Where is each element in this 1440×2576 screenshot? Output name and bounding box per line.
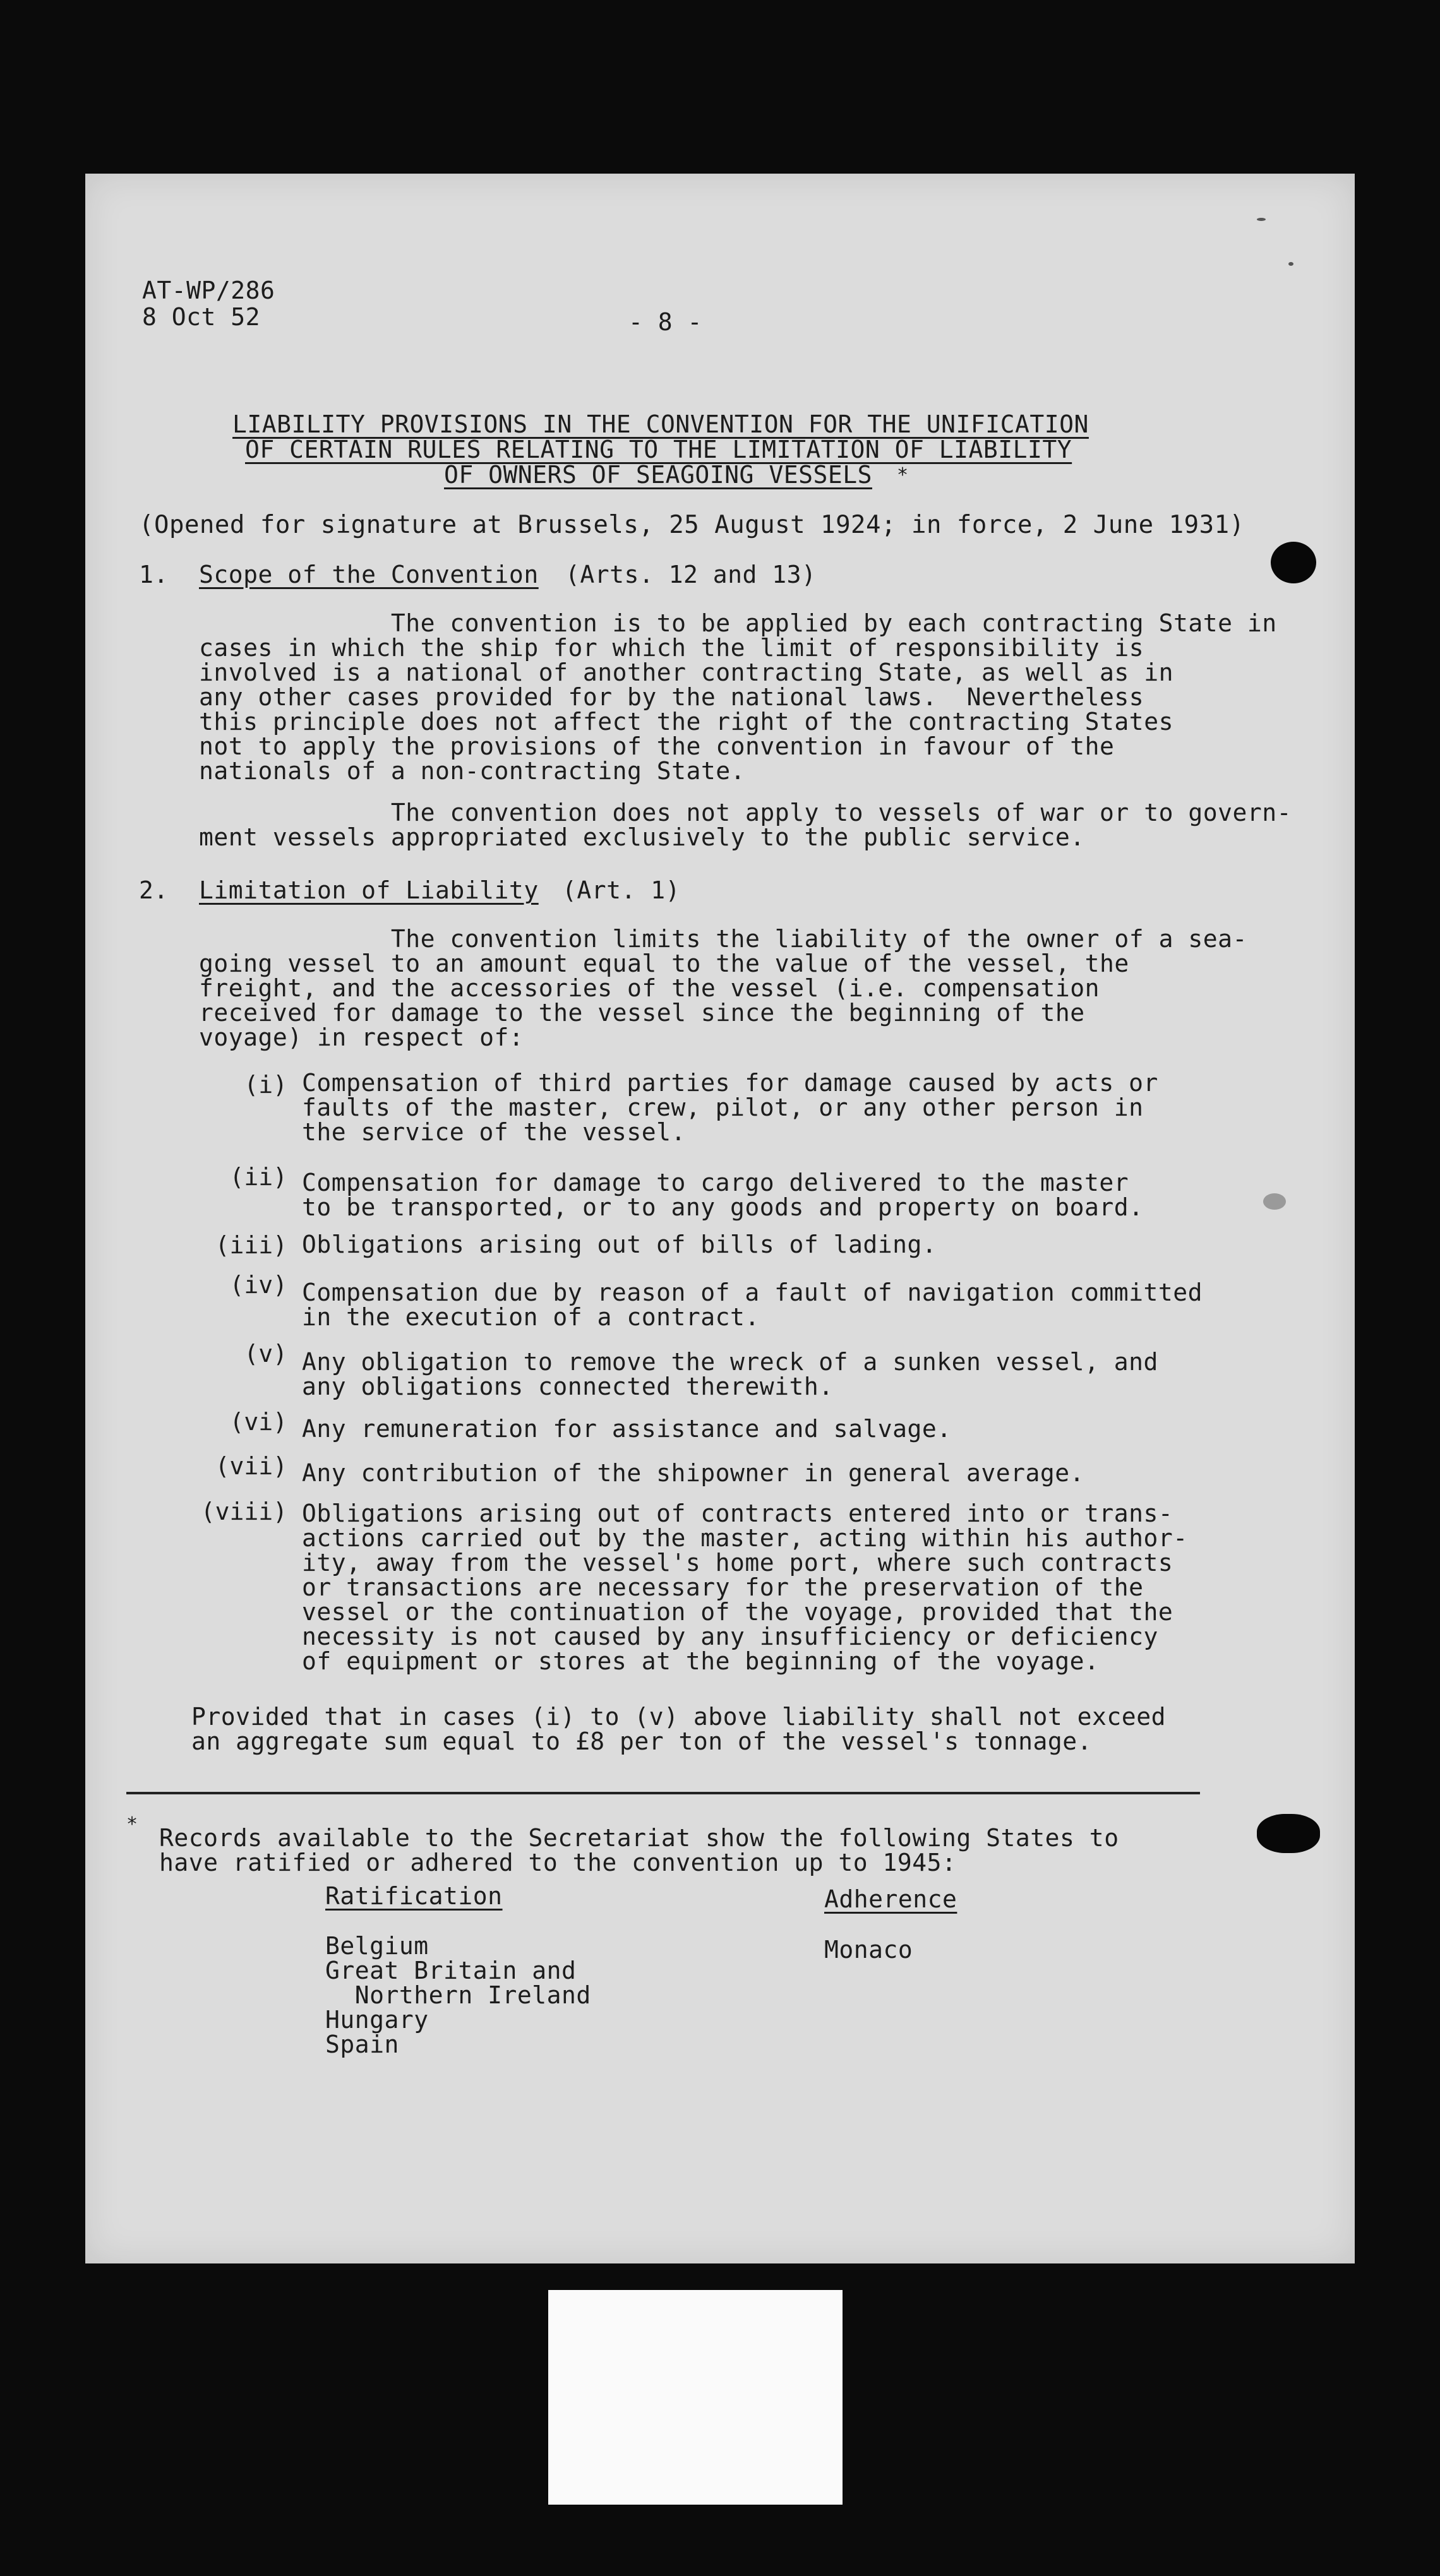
proviso: Provided that in cases (i) to (v) above liability shall not exceed an aggregate sum equal to £8 per ton of the vessel's tonnage. [191, 1703, 1166, 1755]
item-number: (vi) [229, 1408, 287, 1436]
ratification-state: Northern Ireland [325, 1981, 591, 2009]
item-number: (i) [244, 1071, 287, 1099]
opened-note: (Opened for signature at Brussels, 25 August 1924; in force, 2 June 1931) [139, 511, 1245, 539]
speck [1288, 262, 1293, 266]
item-text: Any obligation to remove the wreck of a sunken vessel, and any obligations connected therewith. [302, 1348, 1158, 1400]
ratification-state: Belgium [325, 1932, 429, 1960]
item-text: Compensation due by reason of a fault of navigation committed in the execution of a contract. [302, 1279, 1203, 1331]
document-date: 8 Oct 52 [142, 303, 261, 331]
speck [1263, 1193, 1286, 1210]
ink-blot [1271, 542, 1316, 583]
item-text: Any remuneration for assistance and salvage. [302, 1415, 952, 1443]
blank-slip [548, 2290, 843, 2505]
item-text: Compensation of third parties for damage caused by acts or faults of the master, crew, pilot, or any other person in the service of the vessel. [302, 1069, 1158, 1146]
section-2-heading: Limitation of Liability [199, 876, 539, 904]
section-2-number: 2. [139, 876, 169, 904]
item-text: Obligations arising out of contracts entered into or trans- actions carried out by the master, acting within his author- ity, away from the vessel's home port, where such contracts or transactions are necessary for the preservation of the vessel or the continuation of the voyage, provided that the necessity is not caused by any insufficiency or deficiency of equipment or stores at the beginning of the voyage. [302, 1500, 1188, 1675]
speck [1257, 218, 1266, 221]
adherence-state: Monaco [824, 1936, 913, 1964]
section-1-heading: Scope of the Convention [199, 561, 539, 588]
ratification-heading: Ratification [325, 1882, 503, 1910]
item-number: (viii) [200, 1498, 287, 1525]
section-2-paragraph-1: The convention limits the liability of the owner of a sea- going vessel to an amount equal to the value of the vessel, the freight, and the accessories of the vessel (i.e. compensation received for damage to the vessel since the beginning of the voyage) in respect of: [199, 925, 1247, 1051]
section-2-ref: (Art. 1) [562, 876, 681, 904]
section-1-ref: (Arts. 12 and 13) [565, 561, 817, 588]
footnote-divider [126, 1792, 1200, 1794]
item-text: Compensation for damage to cargo delivered to the master to be transported, or to any goods and property on board. [302, 1169, 1144, 1221]
footnote-marker: * [897, 464, 909, 486]
ratification-state: Great Britain and [325, 1957, 577, 1984]
adherence-heading: Adherence [824, 1885, 957, 1913]
section-1-paragraph-1: The convention is to be applied by each contracting State in cases in which the ship for which the limit of responsibility is involved is a national of another contracting State, as well as in any other cases provided for by the national laws. Nevertheless this principle does not affect the right of the contracting States not to apply the provisions of the convention in favour of the nationals of a non-contracting State. [199, 609, 1277, 785]
item-number: (iii) [215, 1231, 287, 1259]
title-line-1: LIABILITY PROVISIONS IN THE CONVENTION FOR THE UNIFICATION [232, 410, 1089, 438]
item-text: Any contribution of the shipowner in general average. [302, 1459, 1085, 1487]
ratification-state: Spain [325, 2030, 399, 2058]
item-number: (ii) [229, 1163, 287, 1191]
section-1-number: 1. [139, 561, 169, 588]
item-number: (iv) [229, 1271, 287, 1299]
ratification-state: Hungary [325, 2006, 429, 2034]
ink-blot [1257, 1814, 1320, 1853]
page-number: - 8 - [628, 308, 702, 336]
item-number: (vii) [215, 1452, 287, 1480]
item-text: Obligations arising out of bills of lading. [302, 1231, 937, 1258]
item-number: (v) [244, 1340, 287, 1368]
section-1-paragraph-2: The convention does not apply to vessels of war or to govern- ment vessels appropriated exclusively to the public service. [199, 799, 1292, 851]
title-line-3: OF OWNERS OF SEAGOING VESSELS [444, 461, 872, 489]
footnote-marker: * [126, 1813, 138, 1835]
document-reference: AT-WP/286 [142, 277, 275, 304]
title-line-2: OF CERTAIN RULES RELATING TO THE LIMITATION OF LIABILITY [245, 436, 1072, 463]
footnote-text: Records available to the Secretariat show the following States to have ratified or adhered to the convention up to 1945: [159, 1824, 1119, 1876]
